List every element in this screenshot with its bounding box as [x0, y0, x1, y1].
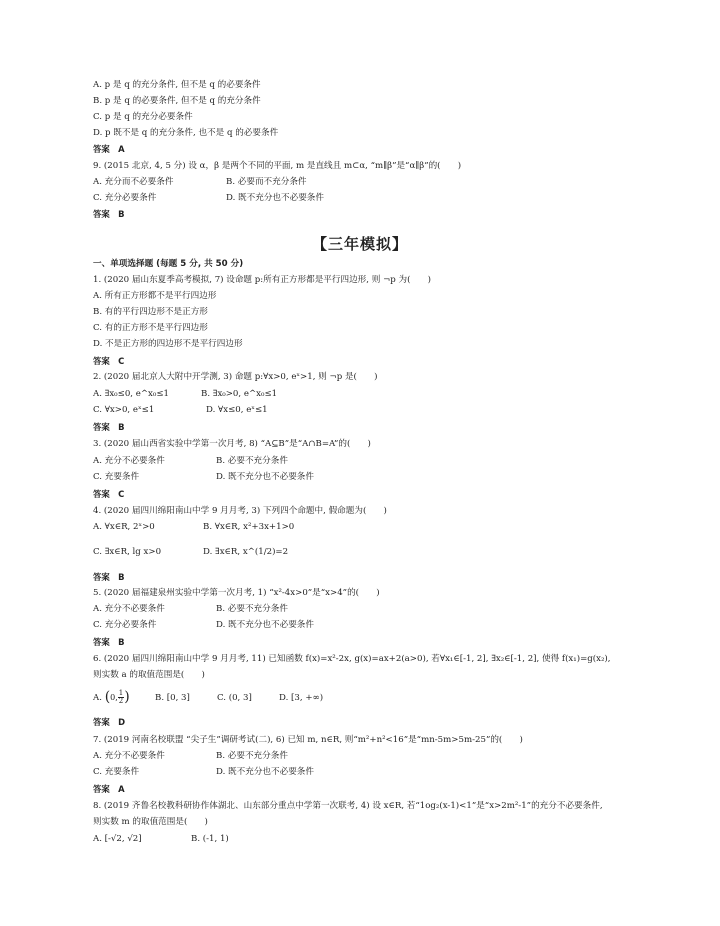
option-b: B. [0, 3]: [155, 692, 190, 703]
option-b: B. p 是 q 的必要条件, 但不是 q 的充分条件: [93, 96, 261, 106]
part-heading: 一、单项选择题 (每题 5 分, 共 50 分): [93, 259, 244, 269]
option-b: B. ∀x∈R, x²+3x+1>0: [203, 522, 295, 532]
option-d: D. 既不充分也不必要条件: [216, 472, 314, 482]
option-a: A. 充分不必要条件: [93, 604, 165, 614]
option-row: [93, 521, 294, 533]
section-title: 【三年模拟】: [311, 235, 408, 253]
option-a: A. 充分不必要条件: [93, 751, 165, 761]
option-row: [93, 192, 324, 204]
option-row: [93, 603, 288, 615]
answer: 答案 C: [93, 356, 125, 366]
question-stem: 7. (2019 河南名校联盟 “尖子生”调研考试(二), 6) 已知 m, n∈R, 则“m²+n²<16”是“mn-5m>5m-25”的( ): [93, 735, 523, 745]
option-b: B. 必要不充分条件: [216, 751, 288, 761]
fraction-numerator: 1: [118, 688, 124, 697]
option-row: [93, 388, 277, 400]
option-row: [93, 689, 323, 706]
option-d: D. 既不充分也不必要条件: [216, 620, 314, 630]
option-a: A. ∀x∈R, 2ˣ>0: [93, 522, 155, 532]
option-d: D. 不是正方形的四边形不是平行四边形: [93, 339, 243, 349]
question-stem-continued: 则实数 m 的取值范围是( ): [93, 817, 208, 827]
option-row: [93, 455, 288, 467]
option-d: D. 既不充分也不必要条件: [226, 193, 324, 203]
option-b: B. (-1, 1): [191, 834, 229, 844]
option-row: [93, 471, 314, 483]
option-d: D. 既不充分也不必要条件: [216, 767, 314, 777]
option-d: D. p 既不是 q 的充分条件, 也不是 q 的必要条件: [93, 128, 279, 138]
question-stem: 6. (2020 届四川绵阳南山中学 9 月月考, 11) 已知函数 f(x)=x²-2x, g(x)=ax+2(a>0), 若∀x₁∈[-1, 2], ∃x₂∈[-1, 2], 使得 f(x₁)=g(x₂),: [93, 654, 611, 664]
question-stem: 2. (2020 届北京人大附中开学测, 3) 命题 p:∀x>0, eˣ>1, 则 ¬p 是( ): [93, 372, 378, 382]
answer: 答案 B: [93, 209, 125, 219]
option-a: A. (0, $\frac{1}{2}$ ): [93, 688, 130, 705]
option-a-prefix: A.: [93, 692, 102, 703]
question-stem: 4. (2020 届四川绵阳南山中学 9 月月考, 3) 下列四个命题中, 假命题为( ): [93, 506, 387, 516]
option-b: B. 必要不充分条件: [216, 604, 288, 614]
option-b: B. ∃x₀>0, e^x₀≤1: [201, 389, 278, 399]
option-a: A. 充分而不必要条件: [93, 177, 174, 187]
option-c: C. 有的正方形不是平行四边形: [93, 323, 208, 333]
option-d: D. [3, +∞): [279, 692, 324, 703]
option-row: [93, 176, 307, 188]
option-c: C. 充要条件: [93, 472, 140, 482]
answer: 答案 C: [93, 489, 125, 499]
option-c: C. (0, 3]: [217, 692, 252, 703]
option-row: [93, 546, 288, 558]
fraction-denominator: 2: [118, 696, 124, 705]
answer: 答案 A: [93, 784, 125, 794]
option-a: A. 充分不必要条件: [93, 456, 165, 466]
option-c: C. 充分必要条件: [93, 193, 157, 203]
question-stem: 9. (2015 北京, 4, 5 分) 设 α，β 是两个不同的平面, m 是直线且 m⊂α, “m∥β”是“α∥β”的( ): [93, 161, 462, 171]
option-a: A. p 是 q 的充分条件, 但不是 q 的必要条件: [93, 80, 261, 90]
answer: 答案 B: [93, 637, 125, 647]
option-d: D. ∀x≤0, eˣ≤1: [206, 405, 268, 415]
option-c: C. ∃x∈R, lg x>0: [93, 547, 162, 557]
question-stem: 1. (2020 届山东夏季高考模拟, 7) 设命题 p:所有正方形都是平行四边形, 则 ¬p 为( ): [93, 275, 431, 285]
option-a: A. ∃x₀≤0, e^x₀≤1: [93, 389, 170, 399]
option-c: C. 充分必要条件: [93, 620, 157, 630]
answer: 答案 B: [93, 572, 125, 582]
question-stem: 5. (2020 届福建泉州实验中学第一次月考, 1) “x²-4x>0”是“x>4”的( ): [93, 588, 380, 598]
question-stem: 8. (2019 齐鲁名校教科研协作体湖北、山东部分重点中学第一次联考, 4) 设 x∈R, 若“1og₂(x-1)<1”是“x>2m²-1”的充分不必要条件,: [93, 801, 603, 811]
option-row: [93, 404, 268, 416]
option-row: [93, 766, 314, 778]
question-stem-continued: 则实数 a 的取值范围是( ): [93, 670, 205, 680]
option-row: [93, 750, 288, 762]
option-a: A. 所有正方形都不是平行四边形: [93, 291, 217, 301]
option-c: C. ∀x>0, eˣ≤1: [93, 405, 155, 415]
option-a: A. [-√2, √2]: [93, 834, 142, 844]
question-stem: 3. (2020 届山西省实验中学第一次月考, 8) “A⊆B”是“A∩B=A”的( ): [93, 439, 371, 449]
option-b: B. 必要不充分条件: [216, 456, 288, 466]
option-c: C. 充要条件: [93, 767, 140, 777]
option-b: B. 必要而不充分条件: [226, 177, 307, 187]
option-row: [93, 833, 229, 845]
answer: 答案 B: [93, 422, 125, 432]
option-row: [93, 619, 314, 631]
option-c: C. p 是 q 的充分必要条件: [93, 112, 193, 122]
option-b: B. 有的平行四边形不是正方形: [93, 307, 208, 317]
option-d: D. ∃x∈R, x^(1/2)=2: [203, 547, 289, 557]
answer: 答案 D: [93, 717, 126, 727]
answer: 答案 A: [93, 144, 125, 154]
